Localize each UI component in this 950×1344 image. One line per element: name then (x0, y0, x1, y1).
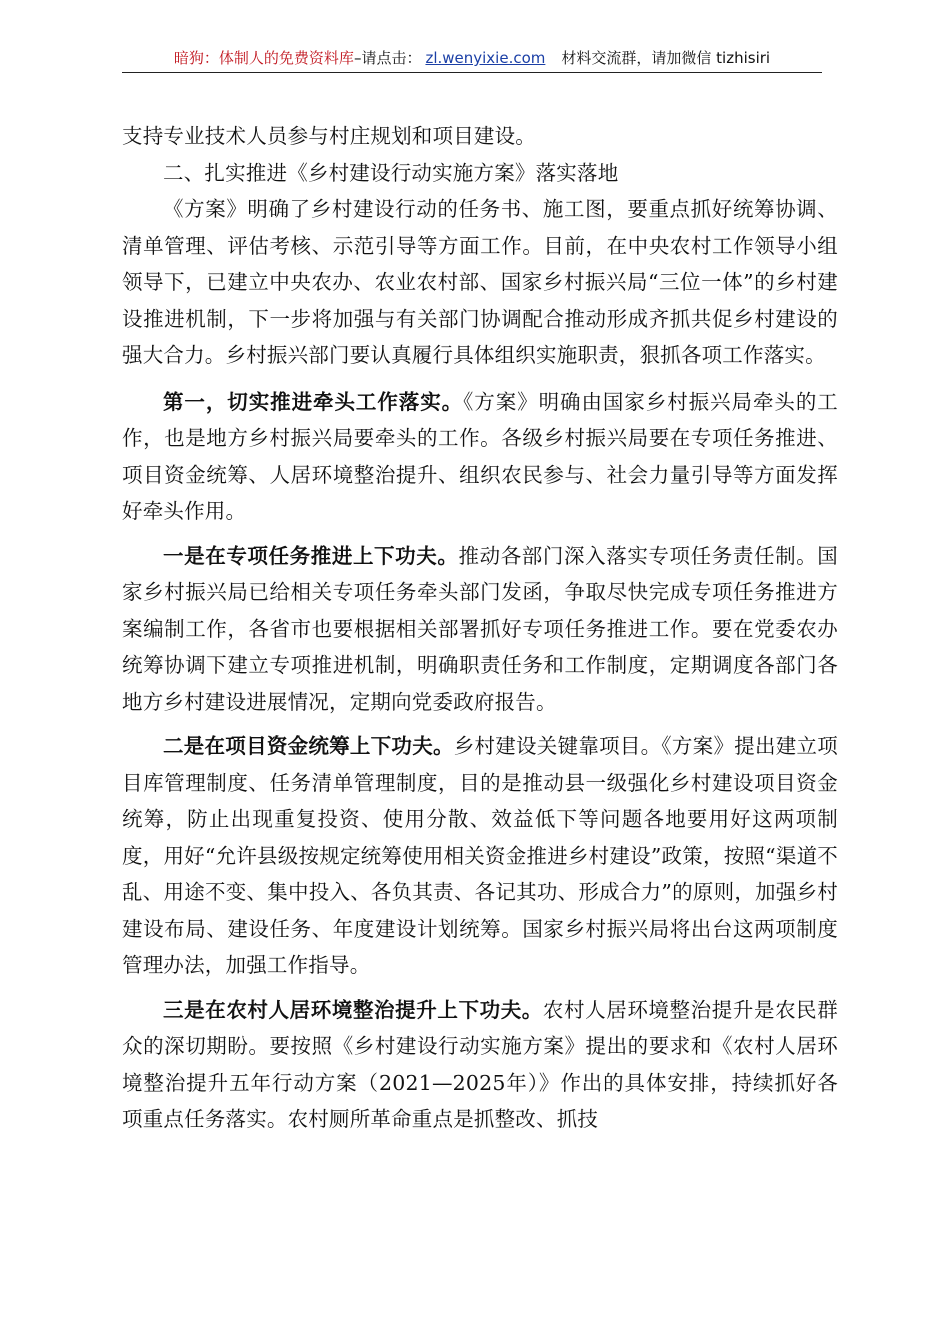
paragraph-text: 支持专业技术人员参与村庄规划和项目建设。 (122, 124, 536, 148)
paragraph-lead: 三是在农村人居环境整治提升上下功夫。 (163, 997, 543, 1022)
paragraph-lead: 二是在项目资金统筹上下功夫。 (163, 734, 454, 758)
document-body (122, 118, 838, 1138)
paragraph-text: 《方案》明确了乡村建设行动的任务书、施工图，要重点抓好统筹协调、清单管理、评估考核、示范引导等方面工作。目前，在中央农村工作领导小组领导下，已建立中央农办、农业农村部、国家乡村振兴局“三位一体”的乡村建设推进机制，下一步将加强与有关部门协调配合推动形成齐抓共促乡村建设的强大合力。乡村振兴部门要认真履行具体组织实施职责，狠抓各项工作落实。 (122, 197, 838, 367)
paragraph-lead: 第一，切实推进牵头工作落实。 (163, 389, 464, 414)
paragraph (122, 992, 838, 1138)
paragraph-text: 农村人居环境整治提升是农民群众的深切期盼。要按照《乡村建设行动实施方案》提出的要求和《农村人居环境整治提升五年行动方案（2021—2025年）》作出的具体安排，持续抓好各项重点任务落实。农村厕所革命重点是抓整改、抓技 (122, 997, 838, 1131)
paragraph-continuation (122, 118, 838, 155)
paragraph-text: 二、扎实推进《乡村建设行动实施方案》落实落地 (163, 160, 619, 185)
header-divider (122, 72, 822, 73)
paragraph (122, 191, 838, 374)
paragraph-text: 推动各部门深入落实专项任务责任制。国家乡村振兴局已给相关专项任务牵头部门发函，争取尽快完成专项任务推进方案编制工作，各省市也要根据相关部署抓好专项任务推进工作。要在党委农办统筹协调下建立专项推进机制，明确职责任务和工作制度，定期调度各部门各地方乡村建设进展情况，定期向党委政府报告。 (122, 543, 838, 714)
header-brand: 暗狗：体制人的免费资料库 (173, 49, 354, 67)
page-header (122, 46, 822, 70)
section-heading (122, 155, 838, 192)
paragraph-lead: 一是在专项任务推进上下功夫。 (163, 543, 459, 568)
paragraph-text: 《方案》明确由国家乡村振兴局牵头的工作，也是地方乡村振兴局要牵头的工作。各级乡村振兴局要在专项任务推进、项目资金统筹、人居环境整治提升、组织农民参与、社会力量引导等方面发挥好牵头作用。 (122, 389, 838, 523)
paragraph-text: 乡村建设关键靠项目。《方案》提出建立项目库管理制度、任务清单管理制度，目的是推动县一级强化乡村建设项目资金统筹，防止出现重复投资、使用分散、效益低下等问题各地要用好这两项制度，用好“允许县级按规定统筹使用相关资金推进乡村建设”政策，按照“渠道不乱、用途不变、集中投入、各负其责、各记其功、形成合力”的原则，加强乡村建设布局、建设任务、年度建设计划统筹。国家乡村振兴局将出台这两项制度管理办法，加强工作指导。 (122, 734, 838, 977)
paragraph (122, 538, 838, 721)
header-contact: 材料交流群，请加微信 tizhisiri (561, 49, 771, 67)
header-prompt: –请点击： (353, 49, 422, 67)
header-link[interactable]: zl.wenyixie.com (425, 49, 546, 67)
paragraph (122, 384, 838, 530)
paragraph (122, 728, 838, 984)
